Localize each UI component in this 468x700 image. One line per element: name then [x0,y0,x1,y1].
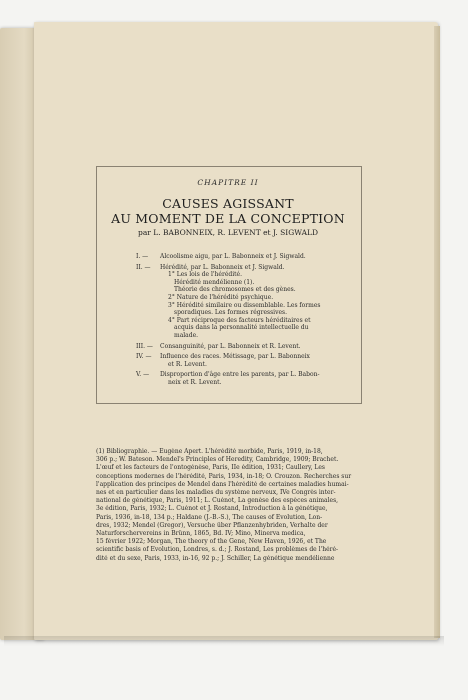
footnote-line: nes et en particulier dans les maladies du système nerveux, IVe Congrès inter- [96,489,336,497]
toc-subentry: sporadiques. Les formes régressives. [174,309,288,317]
footnote-line: scientific basis of Evolution, Londres, s. d.; J. Rostand, Les problèmes de l'héré- [96,546,339,554]
toc-subentry: neix et R. Levent. [168,378,222,386]
toc-subentry: et R. Levent. [168,360,207,368]
book-shadow [4,636,444,646]
chapter-title-line2: AU MOMENT DE LA CONCEPTION [111,211,345,226]
toc-number: V. — [136,371,150,379]
toc-subentry: Hérédité mendélienne (1). [174,278,255,286]
footnote-line: Paris, 1936, in-18, 134 p.; Haldane (J.-B.-S.), The causes of Evolution, Lon- [96,513,323,521]
toc-subentry: 2° Nature de l'hérédité psychique. [168,293,274,301]
footnote-line: L'œuf et les facteurs de l'ontogénèse, Paris, IIe édition, 1931; Caullery, Les [96,464,326,472]
footnote-line: conceptions modernes de l'hérédité, Paris, 1934, in-18; O. Crouzon. Recherches sur [96,472,352,480]
footnote-line: 3e édition, Paris, 1932; L. Cuénot et J. Rostand, Introduction à la génétique, [96,505,328,513]
bibliography-footnote [96,448,364,563]
toc-item [138,353,360,368]
toc-item [138,264,360,340]
footnote-line: 15 février 1922; Morgan, The theory of the Gene, New Haven, 1926, et The [96,538,327,546]
toc-entry-text: Disproportion d'âge entre les parents, par L. Babon- [160,371,320,379]
footnote-line: dité et du sexe, Paris, 1933, in-16, 92 p.; J. Schiller, La génétique mendélienne [96,554,335,562]
chapter-authors: par L. BABONNEIX, R. LEVENT et J. SIGWALD [138,228,318,237]
table-of-contents [138,253,360,390]
chapter-title-line1: CAUSES AGISSANT [162,196,294,211]
toc-entry-text: Influence des races. Métissage, par L. Babonneix [160,353,310,361]
toc-number: III. — [136,342,153,350]
toc-subentry: Théorie des chromosomes et des gènes. [174,286,296,294]
footnote-line: national de génétique, Paris, 1911; L. Cuénot, La genèse des espèces animales, [96,497,339,505]
footnote-line: dres, 1932; Mendel (Gregor), Versuche über Pflanzenhybriden, Verhalte der [96,521,328,529]
toc-subentry: 3° Hérédité similaire ou dissemblable. Les formes [168,301,321,309]
footnote-line: Naturforschervereins in Brünn, 1865, Bd. IV; Mino, Minerva medica, [96,530,306,538]
footnote-line: l'application des principes de Mendel dans l'hérédité de certaines maladies humai- [96,480,349,488]
footnote-line: (1) Bibliographie. — Eugène Apert. L'hérédité morbide, Paris, 1919, in-18, [96,448,323,455]
toc-item [138,253,360,261]
toc-subentry: acquis dans la personnalité intellectuelle du [174,324,309,332]
toc-entry-text: Alcoolisme aigu, par L. Babonneix et J. Sigwald. [160,253,306,260]
toc-number: II. — [136,263,151,271]
toc-entry-text: Consanguinité, par L. Babonneix et R. Levent. [160,342,301,350]
toc-item [138,371,360,386]
toc-subentry: malade. [174,331,199,339]
page-edge [434,26,440,638]
toc-subentry: 4° Part réciproque des facteurs héréditaires et [168,316,311,324]
toc-number: I. — [136,253,149,260]
toc-number: IV. — [136,353,152,361]
toc-entry-text: Hérédité, par L. Babonneix et J. Sigwald. [160,263,285,271]
toc-item [138,343,360,351]
toc-subentry: 1° Les lois de l'hérédité. [168,271,243,279]
chapter-label: CHAPITRE II [197,178,259,187]
footnote-line: 306 p.; W. Bateson. Mendel's Principles of Heredity, Cambridge, 1909; Brachet. [96,456,339,464]
